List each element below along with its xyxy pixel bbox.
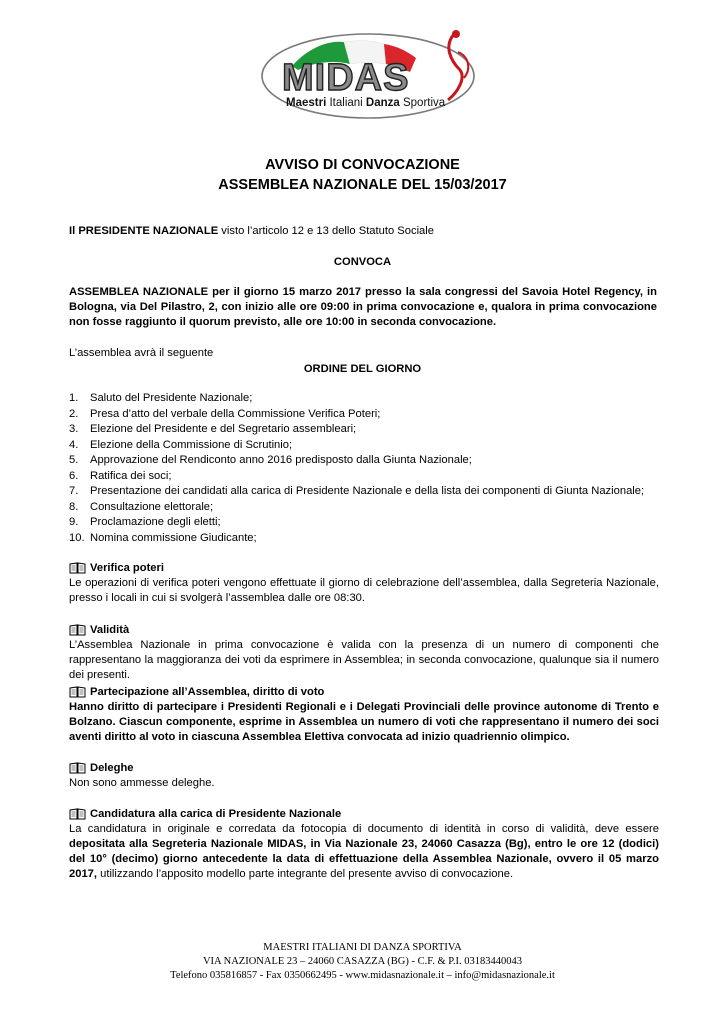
footer-org-name: MAESTRI ITALIANI DI DANZA SPORTIVA	[263, 942, 462, 953]
book-icon	[69, 808, 86, 820]
list-item: 10. Nomina commissione Giudicante;	[69, 531, 257, 544]
book-icon	[69, 624, 86, 636]
section-heading: Validità	[90, 623, 130, 636]
section-heading: Verifica poteri	[90, 561, 164, 574]
list-item: 7. Presentazione dei candidati alla carica di Presidente Nazionale e della lista dei componenti di Giunta Nazionale;	[69, 485, 645, 497]
book-icon	[69, 762, 86, 774]
section-candidatura	[69, 806, 659, 882]
section-body: Le operazioni di verifica poteri vengono effettuate il giorno di celebrazione dell’assemblea, dalla Segreteria Nazionale, presso i locali in cui si svolgerà l’assemblea dalle ore 08:30.	[69, 577, 659, 604]
agenda-list	[69, 391, 669, 546]
section-body: L’Assemblea Nazionale in prima convocazione è valida con la presenza di un numero di componenti che rappresentano la maggioranza dei voti da esprimere in Assemblea; in seconda convocazione, qualunque sia il numero dei presenti.	[69, 639, 659, 681]
section-partecipazione	[69, 684, 659, 745]
intro-line	[69, 224, 656, 239]
logo-text: MIDAS	[282, 57, 410, 99]
footer-contacts: Telefono 035816857 - Fax 0350662495 - www.midasnazionale.it – info@midasnazionale.it	[170, 970, 555, 981]
intro-rest: visto l’articolo 12 e 13 dello Statuto Sociale	[218, 225, 434, 237]
midas-logo	[258, 26, 480, 122]
list-item: 2. Presa d’atto del verbale della Commissione Verifica Poteri;	[69, 407, 381, 420]
intro-bold: Il PRESIDENTE NAZIONALE	[69, 225, 219, 237]
logo-graphic	[258, 26, 480, 122]
convoca-heading: CONVOCA	[333, 256, 392, 268]
list-item: 5. Approvazione del Rendiconto anno 2016 predisposto dalla Giunta Nazionale;	[69, 454, 472, 466]
section-validita	[69, 622, 659, 683]
section-body: Non sono ammesse deleghe.	[69, 777, 215, 789]
list-item: 1. Saluto del Presidente Nazionale;	[69, 392, 253, 404]
agenda-intro: L’assemblea avrà il seguente	[69, 347, 214, 359]
list-item: 6. Ratifica dei soci;	[69, 469, 172, 482]
document-subtitle: ASSEMBLEA NAZIONALE DEL 15/03/2017	[218, 177, 507, 193]
section-heading: Deleghe	[90, 761, 134, 774]
section-body: La candidatura in originale e corredata da fotocopia di documento di identità in corso di validità, deve essere depositata alla Segreteria Nazionale MIDAS, in Via Nazionale 23, 24060 Casazza (Bg), entro le ore 12 (dodici) del 10° (decimo) giorno antecedente la data di effettuazione della Assemblea Nazionale, ovvero il 05 marzo 2017, utilizzando l’apposito modello parte integrante del presente avviso di convocazione.	[69, 823, 659, 880]
book-icon	[69, 562, 86, 574]
document-title: AVVISO DI CONVOCAZIONE	[265, 157, 460, 173]
logo-tagline: Maestri Italiani Danza Sportiva	[286, 97, 446, 109]
footer-address: VIA NAZIONALE 23 – 24060 CASAZZA (BG) - C.F. & P.I. 03183440043	[202, 956, 523, 967]
section-body: Hanno diritto di partecipare i Presidenti Regionali e i Delegati Provinciali delle province autonome di Trento e Bolzano. Ciascun componente, esprime in Assemblea un numero di voti che rappresentano il numero dei soci aventi diritto al voto in ciascuna Assemblea Elettiva convocata ad inizio quadriennio olimpico.	[69, 701, 659, 743]
agenda-heading: ORDINE DEL GIORNO	[303, 363, 422, 375]
list-item: 4. Elezione della Commissione di Scrutinio;	[69, 438, 293, 451]
section-verifica-poteri	[69, 560, 659, 606]
list-item: 9. Proclamazione degli eletti;	[69, 516, 221, 528]
assembly-announcement: ASSEMBLEA NAZIONALE per il giorno 15 marzo 2017 presso la sala congressi del Savoia Hotel Regency, in Bologna, via Del Pilastro, 2, con inizio alle ore 09:00 in prima convocazione e, qualora in prima convocazione non fosse raggiunto il quorum previsto, alle ore 10:00 in seconda convocazione.	[69, 286, 657, 328]
section-heading: Candidatura alla carica di Presidente Nazionale	[90, 807, 342, 820]
section-heading: Partecipazione all’Assemblea, diritto di voto	[90, 685, 325, 698]
list-item: 8. Consultazione elettorale;	[69, 500, 214, 513]
list-item: 3. Elezione del Presidente e del Segretario assembleari;	[69, 423, 357, 435]
section-deleghe	[69, 760, 659, 791]
book-icon	[69, 686, 86, 698]
